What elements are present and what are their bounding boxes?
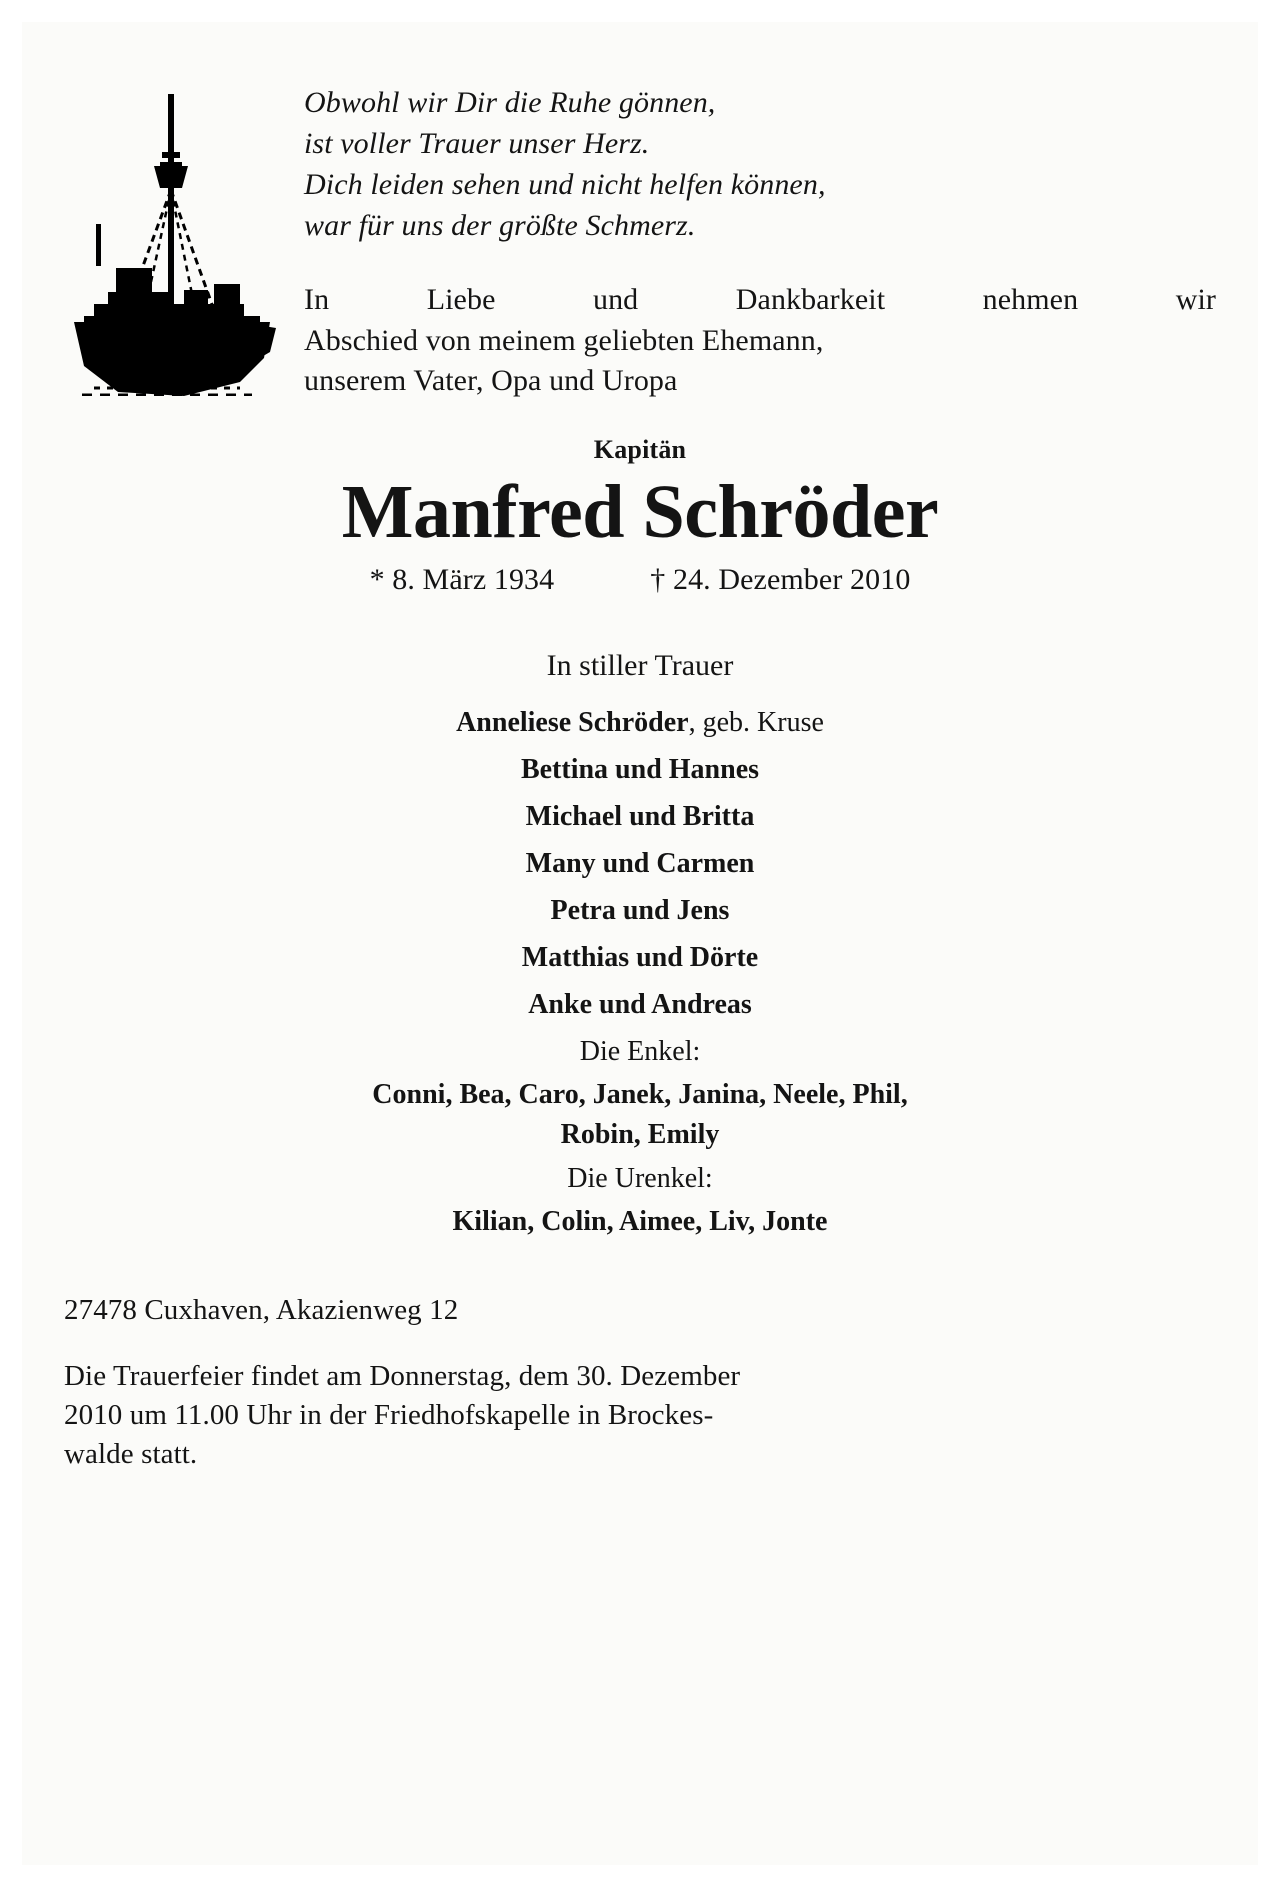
verse-column [296, 60, 1216, 401]
address-line: 27478 Cuxhaven, Akazienweg 12 [64, 1293, 459, 1326]
verse-line-2: ist voller Trauer unser Herz. [304, 127, 650, 161]
birth-date: * 8. März 1934 [369, 563, 555, 597]
death-date: † 24. Dezember 2010 [650, 563, 911, 597]
memorial-verse [304, 82, 1216, 246]
mourner-row: Matthias und Dörte [521, 942, 759, 974]
mourners-block [64, 649, 1216, 1242]
funeral-service-paragraph [64, 1357, 1216, 1475]
grandchildren-line: Robin, Emily [560, 1119, 720, 1151]
intro-line-2: Abschied von meinem geliebten Ehemann, [304, 323, 824, 357]
mourner-widow [64, 699, 1216, 746]
notice-sheet [22, 22, 1258, 1865]
intro-line-3: unserem Vater, Opa und Uropa [304, 363, 678, 397]
ship-woodcut-icon [64, 60, 296, 396]
deceased-name: Manfred Schröder [341, 469, 939, 554]
grandchildren-line: Conni, Bea, Caro, Janek, Janina, Neele, Phil, [372, 1079, 908, 1111]
mourner-row: Anke und Andreas [528, 989, 752, 1021]
verse-line-4: war für uns der größte Schmerz. [304, 209, 696, 243]
service-line-1: Die Trauerfeier findet am Donnerstag, dem 30. Dezember [64, 1359, 741, 1392]
mourner-row: Bettina und Hannes [520, 754, 760, 786]
greatgrandchildren-line: Kilian, Colin, Aimee, Liv, Jonte [452, 1205, 828, 1237]
widow-name: Anneliese Schröder [456, 707, 689, 739]
life-dates [64, 563, 1216, 597]
intro-paragraph [304, 280, 1216, 401]
greatgrandchildren-label: Die Urenkel: [567, 1162, 713, 1194]
mourner-row: Michael und Britta [525, 801, 755, 833]
header-block [64, 60, 1216, 401]
verse-line-3: Dich leiden sehen und nicht helfen können, [304, 168, 826, 202]
mourner-row: Many und Carmen [525, 848, 755, 880]
mourner-row: Petra und Jens [550, 895, 730, 927]
rank-title: Kapitän [593, 434, 687, 464]
widow-maiden-name: , geb. Kruse [688, 707, 824, 739]
identity-block [64, 435, 1216, 597]
intro-line-1: In Liebe und Dankbarkeit nehmen wir [304, 283, 1216, 317]
service-line-3: walde statt. [64, 1438, 198, 1471]
mourning-header: In stiller Trauer [546, 649, 734, 683]
mourners-list [64, 699, 1216, 1242]
service-line-2: 2010 um 11.00 Uhr in der Friedhofskapelle in Brockes- [64, 1398, 714, 1431]
verse-line-1: Obwohl wir Dir die Ruhe gönnen, [304, 86, 716, 119]
grandchildren-label: Die Enkel: [579, 1036, 701, 1068]
